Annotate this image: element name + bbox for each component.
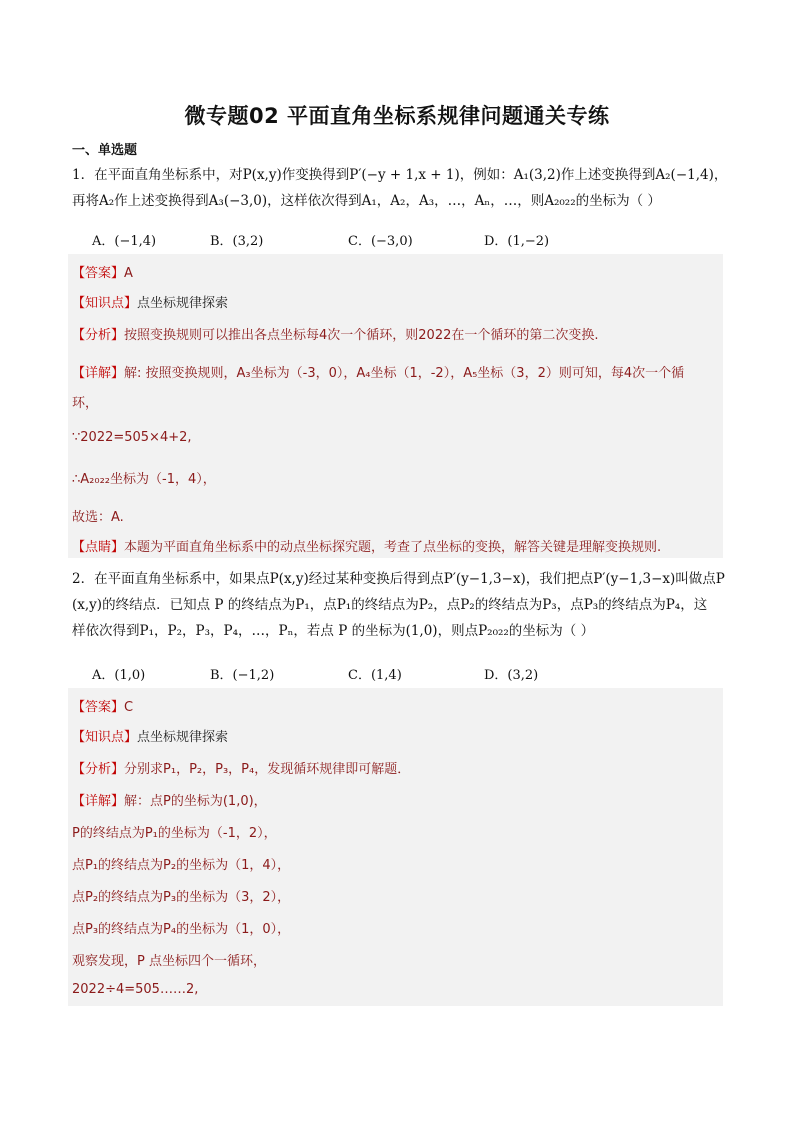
question-1-stem — [72, 162, 732, 214]
knowledge-point-text: 点坐标规律探索 — [137, 296, 229, 311]
question-1-line: 再将A₂作上述变换得到A₃(−3,0)，这样依次得到A₁，A₂，A₃，…，Aₙ，…，则A₂₀₂₂的坐标为（ ） — [72, 193, 661, 209]
question-2-line: (x,y)的终结点．已知点 P 的终结点为P₁，点P₁的终结点为P₂，点P₂的终结点为P₃，点P₃的终结点为P₄，这 — [72, 597, 708, 613]
question-2-line: 样依次得到P₁，P₂，P₃，P₄，…，Pₙ，若点 P 的坐标为(1,0)，则点P₂₀₂₂的坐标为（ ） — [72, 623, 595, 639]
option-a: A．(−1,4) — [92, 234, 157, 249]
comment-text: 本题为平面直角坐标系中的动点坐标探究题，考查了点坐标的变换，解答关键是理解变换规则. — [124, 540, 662, 555]
question-2-line: 2．在平面直角坐标系中，如果点P(x,y)经过某种变换后得到点P′(y−1,3−x)，我们把点P′(y−1,3−x)叫做点P — [72, 571, 725, 587]
knowledge-point-row — [72, 726, 228, 745]
answer-value: C — [124, 700, 134, 715]
question-1-line: 1．在平面直角坐标系中，对P(x,y)作变换得到P′(−y + 1,x + 1)，例如：A₁(3,2)作上述变换得到A₂(−1,4)， — [72, 167, 728, 183]
option-d: D．(3,2) — [484, 668, 539, 683]
option-b: B．(3,2) — [210, 234, 264, 249]
answer-tag: 【答案】 — [72, 700, 125, 715]
detail-row: ∵2022=505×4+2, — [72, 430, 192, 445]
detail-row: 环， — [72, 396, 99, 411]
detail-text: 解：点P的坐标为(1,0)， — [124, 794, 267, 809]
knowledge-point-tag: 【知识点】 — [72, 296, 138, 311]
detail-text: 解: 按照变换规则，A₃坐标为（-3，0），A₄坐标（1，-2），A₅坐标（3，2）则可知，每4次一个循 — [124, 366, 685, 381]
detail-row: 2022÷4=505……2, — [72, 982, 199, 997]
question-2-stem — [72, 566, 732, 644]
option-c: C．(1,4) — [348, 668, 402, 683]
analysis-text: 分别求P₁，P₂，P₃，P₄，发现循环规律即可解题． — [124, 762, 411, 777]
analysis-row — [72, 758, 410, 777]
comment-tag: 【点睛】 — [72, 540, 125, 555]
detail-row: P的终结点为P₁的坐标为（-1，2）， — [72, 826, 277, 841]
analysis-row — [72, 324, 599, 343]
page-title: 微专题02 平面直角坐标系规律问题通关专练 — [184, 104, 610, 128]
detail-row: 点P₃的终结点为P₄的坐标为（1，0）， — [72, 922, 291, 937]
option-c: C．(−3,0) — [348, 234, 413, 249]
option-a: A．(1,0) — [92, 668, 146, 683]
option-b: B．(−1,2) — [210, 668, 275, 683]
detail-tag: 【详解】 — [72, 366, 125, 381]
knowledge-point-text: 点坐标规律探索 — [137, 730, 229, 745]
option-d: D．(1,−2) — [484, 234, 550, 249]
knowledge-point-row — [72, 292, 228, 311]
answer-value: A — [124, 266, 133, 281]
analysis-text: 按照变换规则可以推出各点坐标每4次一个循环，则2022在一个循环的第二次变换. — [124, 328, 599, 343]
comment-row — [72, 536, 661, 555]
answer-tag: 【答案】 — [72, 266, 125, 281]
question-1-solution-box — [68, 254, 723, 558]
section-heading: 一、单选题 — [72, 143, 138, 158]
answer-row — [72, 262, 133, 281]
detail-row — [72, 362, 684, 381]
detail-tag: 【详解】 — [72, 794, 125, 809]
detail-row: 点P₂的终结点为P₃的坐标为（3，2）， — [72, 890, 291, 905]
analysis-tag: 【分析】 — [72, 762, 125, 777]
detail-row: 点P₁的终结点为P₂的坐标为（1，4）， — [72, 858, 291, 873]
detail-row — [72, 790, 267, 809]
detail-row: ∴A₂₀₂₂坐标为（-1，4）， — [72, 472, 216, 487]
question-2-solution-box — [68, 688, 723, 1006]
knowledge-point-tag: 【知识点】 — [72, 730, 138, 745]
detail-row: 故选：A. — [72, 510, 124, 525]
analysis-tag: 【分析】 — [72, 328, 125, 343]
detail-row: 观察发现，P 点坐标四个一循环， — [72, 954, 266, 969]
answer-row — [72, 696, 133, 715]
